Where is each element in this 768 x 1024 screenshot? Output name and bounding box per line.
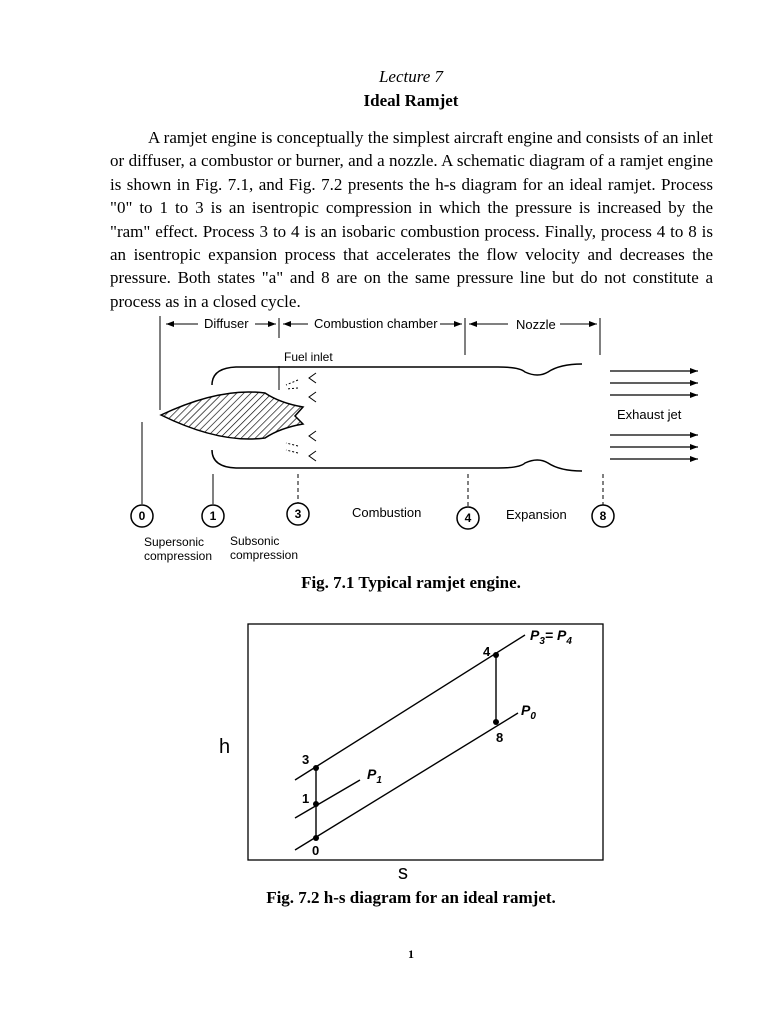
nozzle-label: Nozzle <box>516 317 556 332</box>
hs-point-8: 8 <box>496 730 504 745</box>
station-8-label: 8 <box>599 509 607 523</box>
inlet-spike <box>161 392 303 439</box>
combustion-chamber-label: Combustion chamber <box>314 316 438 331</box>
combustion-label: Combustion <box>352 505 422 520</box>
station-4-label: 4 <box>464 511 472 525</box>
hs-diagram-frame <box>248 624 603 860</box>
expansion-label: Expansion <box>506 507 567 522</box>
hs-point-1: 1 <box>302 791 310 806</box>
hs-point-0: 0 <box>312 843 320 858</box>
station-leader-lines <box>142 422 603 508</box>
page-title: Ideal Ramjet <box>363 91 459 110</box>
axis-h-label: h <box>219 736 231 758</box>
page-number: 1 <box>408 947 414 961</box>
axis-s-label: s <box>398 862 408 884</box>
figure-2-caption: Fig. 7.2 h-s diagram for an ideal ramjet. <box>266 888 556 907</box>
lecture-label: Lecture 7 <box>378 67 444 86</box>
exhaust-jet-label: Exhaust jet <box>617 407 682 422</box>
station-0-label: 0 <box>138 509 146 523</box>
hs-point-3: 3 <box>302 752 310 767</box>
fuel-inlet-label: Fuel inlet <box>284 350 333 364</box>
diffuser-label: Diffuser <box>204 316 249 331</box>
hs-pressure-lines <box>295 635 525 850</box>
supersonic-label: Supersonic <box>144 535 205 549</box>
figure-1-caption: Fig. 7.1 Typical ramjet engine. <box>301 573 521 592</box>
subsonic-compression-label: compression <box>230 548 299 562</box>
supersonic-compression-label: compression <box>144 549 213 563</box>
p0-label: $P_0$ <box>521 702 536 722</box>
body-paragraph: A ramjet engine is conceptually the simplest aircraft engine and consists of an inlet or diffuser, a combustor or burner, and a nozzle. A schematic diagram of a ramjet engine is shown in Fig. 7.1, and Fig. 7.2 presents the h-s diagram for an ideal ramjet. Process "0" to 1 to 3 is an isentropic compression in which the pressure is increased by the "ram" effect. Process 3 to 4 is an isobaric combustion process. Finally, process 4 to 8 is an isentropic expansion process that accelerates the flow velocity and decreases the pressure. Both states "a" and 8 are on the same pressure line but do not constitute a process as in a closed cycle. <box>110 128 713 311</box>
station-1-label: 1 <box>209 509 217 523</box>
subsonic-label: Subsonic <box>230 534 280 548</box>
hs-state-points <box>313 652 499 841</box>
p3-p4-label: $P_3= P_4$ <box>530 627 572 647</box>
p1-label: $P_1$ <box>367 766 382 786</box>
hs-point-4: 4 <box>483 644 491 659</box>
station-3-label: 3 <box>294 507 302 521</box>
